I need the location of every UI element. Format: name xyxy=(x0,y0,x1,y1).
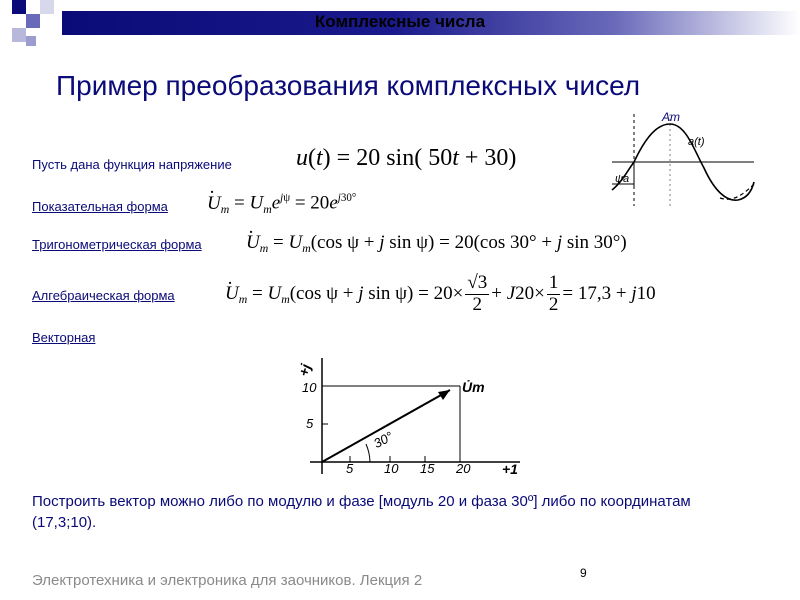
formula-function: u(t) = 20 sin( 50t + 30) xyxy=(296,145,517,171)
angle-label: 30° xyxy=(370,428,396,451)
row-label-trigonometric: Тригонометрическая форма xyxy=(32,237,202,252)
curve-label: a(t) xyxy=(688,136,705,148)
slide-title: Пример преобразования комплексных чисел xyxy=(56,70,641,101)
amplitude-label: Am xyxy=(662,110,680,124)
formula-exponential: · $U_m = U_me^{j\psi} = 20e^{j30^\circ}$ xyxy=(207,192,356,217)
formula-trigonometric: · $U_m = U_m(\cos$ ψ + j sin ψ) = 20(cos 30° + j sin 30°) xyxy=(246,232,627,256)
sine-wave-figure xyxy=(608,110,758,210)
vector-label: U̇m xyxy=(462,379,485,395)
row-label-vector: Векторная xyxy=(32,330,96,345)
page-number: 9 xyxy=(580,566,587,580)
bottom-instruction-text: Построить вектор можно либо по модулю и фазе [модуль 20 и фаза 30º] либо по координатам (17,3;10). xyxy=(32,493,691,531)
row-label-algebraic: Алгебраическая форма xyxy=(32,288,175,303)
x-axis-label: +1 xyxy=(502,461,518,477)
x-tick-5: 5 xyxy=(346,461,354,476)
vector-arrow xyxy=(322,390,450,462)
y-axis-label: +j xyxy=(295,362,314,379)
header-title: Комплексные числа xyxy=(314,12,486,31)
y-tick-5: 5 xyxy=(306,416,314,431)
x-tick-15: 15 xyxy=(420,461,435,476)
y-tick-10: 10 xyxy=(302,380,317,395)
footer-text: Электротехника и электроника для заочников. Лекция 2 xyxy=(32,572,423,589)
x-tick-10: 10 xyxy=(384,461,399,476)
x-tick-20: 20 xyxy=(456,461,471,476)
formula-algebraic: · $U_m = U_m(\cos$ ψ + j sin ψ) = 20× $\frac{√3}{2}$ + J20× $\frac{1}{2}$ = 17,3 + j10 xyxy=(225,270,656,324)
vector-diagram xyxy=(290,352,530,484)
row-label-function: Пусть дана функция напряжение xyxy=(32,157,232,172)
row-label-exponential: Показательная форма xyxy=(32,199,168,214)
phase-label: ψa xyxy=(615,173,630,185)
